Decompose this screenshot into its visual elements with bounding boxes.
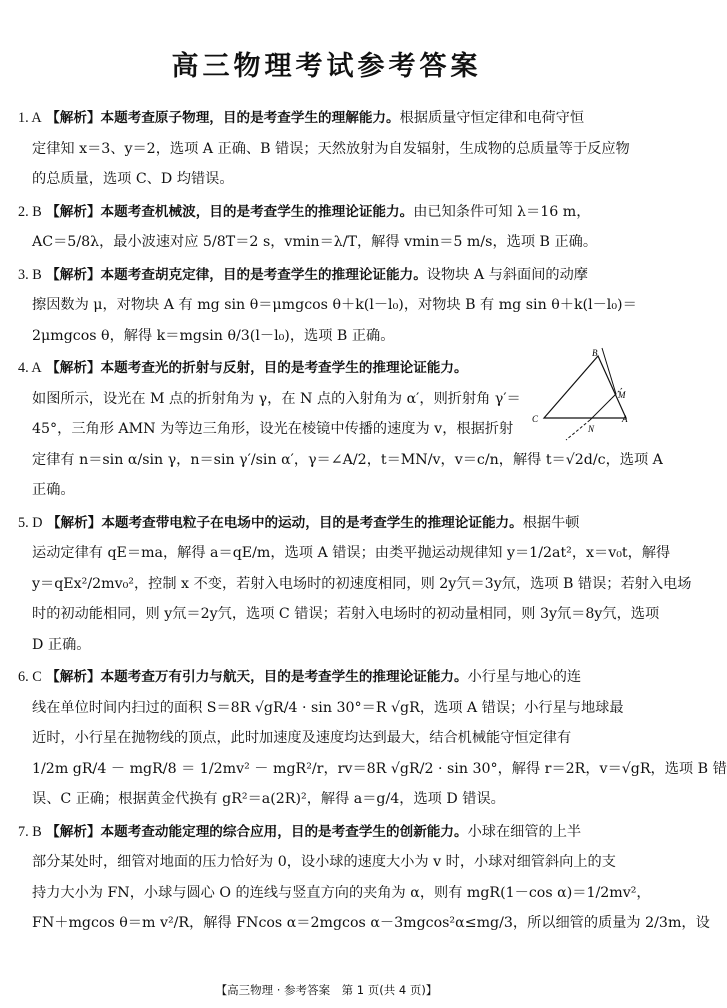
answer-3-head: 3. B (18, 266, 42, 283)
answer-6-line-1 (18, 662, 638, 693)
answer-5-line-4: 时的初动能相同，则 y氘＝2y氕，选项 C 错误；若射入电场时的初动量相同，则 3y氘＝8y氕，选项 (32, 606, 660, 622)
answer-5-line-1 (18, 508, 638, 539)
answer-1-line-3: 的总质量，选项 C、D 均错误。 (32, 171, 234, 187)
answer-2-text: 由已知条件可知 λ＝16 m， (413, 203, 591, 220)
refracted-ray (590, 394, 616, 420)
answer-6-aim: 本题考查万有引力与航天，目的是考查学生的推理论证能力。 (100, 669, 468, 685)
answer-4-aim: 本题考查光的折射与反射，目的是考查学生的推理论证能力。 (100, 360, 468, 376)
answer-1-head: 1. A (18, 110, 42, 126)
incident-ray (602, 348, 616, 394)
answer-item-6 (18, 662, 727, 815)
answer-5-line-2: 运动定律有 qE＝ma，解得 a＝qE/m，选项 A 错误；由类平抛运动规律知 y＝1/2at²，x＝v₀t，解得 (32, 545, 671, 561)
answer-7-line-4: FN＋mgcos θ＝m v²/R，解得 FNcos α＝2mgcos α－3mgcos²α≤mg/3，所以细管的质量为 2/3m，设 (32, 915, 710, 931)
answer-1-line-1 (18, 103, 638, 134)
answer-7-line-3: 持力大小为 FN，小球与圆心 O 的连线与竖直方向的夹角为 α，则有 mgR(1－cos α)＝1/2mv²， (32, 884, 651, 901)
answer-1-text: 根据质量守恒定律和电荷守恒 (399, 110, 585, 126)
answer-6-line-3: 近时，小行星在抛物线的顶点，此时加速度及速度均达到最大，结合机械能守恒定律有 (32, 730, 572, 746)
answer-4-tag: 【解析】 (46, 360, 101, 376)
page-title: 高三物理考试参考答案 (171, 51, 482, 82)
vertex-label-a: A (622, 414, 628, 424)
answer-item-1 (18, 103, 638, 195)
answer-3-line-1 (18, 260, 638, 291)
answer-6-line-5: 误、C 正确；根据黄金代换有 gR²＝a(2R)²，解得 a＝g/4，选项 D 错误。 (32, 791, 505, 807)
answer-6-text: 小行星与地心的连 (467, 669, 582, 685)
answer-1-tag: 【解析】 (46, 110, 101, 126)
prism-figure (530, 348, 632, 440)
answer-7-text: 小球在细管的上半 (467, 823, 582, 840)
answer-item-2 (18, 197, 638, 258)
answer-4-line-3: 45°，三角形 AMN 为等边三角形，设光在棱镜中传播的速度为 v，根据折射 (32, 421, 514, 437)
answer-item-7 (18, 817, 710, 939)
answer-7-aim: 本题考查动能定理的综合应用，目的是考查学生的创新能力。 (100, 823, 468, 840)
answer-4-line-4: 定律有 n＝sin α/sin γ，n＝sin γ′/sin α′，γ＝∠A/2，t＝MN/v，v＝c/n，解得 t＝√2d/c，选项 A (32, 451, 663, 468)
answer-2-tag: 【解析】 (46, 203, 101, 220)
answer-5-line-3: y＝qEx²/2mv₀²，控制 x 不变，若射入电场时的初速度相同，则 2y氕＝3y氘，选项 B 错误；若射入电场 (32, 575, 692, 592)
answer-2-line-1 (18, 197, 638, 228)
answer-5-text: 根据牛顿 (522, 514, 580, 531)
answer-5-tag: 【解析】 (46, 514, 102, 531)
answer-4-line-2: 如图所示，设光在 M 点的折射角为 γ，在 N 点的入射角为 α′，则折射角 γ′＝ (32, 390, 521, 407)
answer-2-head: 2. B (18, 203, 42, 220)
answer-4-line-5: 正确。 (32, 482, 75, 498)
page-footer: 【高三物理 · 参考答案 第 1 页(共 4 页)】 (215, 983, 438, 997)
answer-7-line-1 (18, 817, 638, 848)
answer-item-5 (18, 508, 692, 661)
answer-2-line-2: AC＝5/8λ，最小波速对应 5/8T＝2 s，vmin＝λ/T，解得 vmin＝5 m/s，选项 B 正确。 (32, 234, 598, 250)
answer-1-aim: 本题考查原子物理，目的是考查学生的理解能力。 (100, 110, 400, 126)
answer-item-3 (18, 260, 638, 352)
answer-body (18, 103, 727, 941)
answer-7-head: 7. B (18, 823, 42, 840)
vertex-label-b: B (592, 348, 598, 358)
answer-3-aim: 本题考查胡克定律，目的是考查学生的推理论证能力。 (100, 266, 427, 283)
answer-7-tag: 【解析】 (46, 823, 101, 840)
answer-5-head: 5. D (18, 514, 43, 531)
answer-6-line-2: 线在单位时间内扫过的面积 S＝8R √gR/4 · sin 30°＝R √gR，选项 A 错误；小行星与地球最 (32, 699, 624, 716)
vertex-label-c: C (532, 414, 539, 424)
exit-ray (566, 420, 590, 440)
answer-6-head: 6. C (18, 669, 42, 685)
answer-7-line-2: 部分某处时，细管对地面的压力恰好为 0，设小球的速度大小为 v 时，小球对细管斜向上的支 (32, 854, 616, 870)
answer-5-aim: 本题考查带电粒子在电场中的运动，目的是考查学生的推理论证能力。 (101, 514, 523, 531)
answer-3-text: 设物块 A 与斜面间的动摩 (426, 266, 588, 283)
answer-6-tag: 【解析】 (46, 669, 101, 685)
answer-3-line-2: 擦因数为 μ，对物块 A 有 mg sin θ＝μmgcos θ＋k(l－l₀)，对物块 B 有 mg sin θ＋k(l－l₀)＝ (32, 297, 637, 313)
answer-6-line-4: 1/2m gR/4 － mgR/8 ＝ 1/2mv² － mgR²/r，rv＝8R √gR/2 · sin 30°，解得 r＝2R，v＝√gR，选项 B 错 (32, 760, 727, 777)
answer-5-line-5: D 正确。 (32, 636, 91, 653)
answer-1-line-2: 定律知 x＝3、y＝2，选项 A 正确、B 错误；天然放射为自发辐射，生成物的总质量等于反应物 (32, 140, 630, 157)
answer-4-head: 4. A (18, 360, 42, 376)
point-label-m: M (618, 390, 626, 400)
point-label-n: N (588, 424, 595, 434)
answer-3-tag: 【解析】 (46, 266, 101, 283)
answer-2-aim: 本题考查机械波，目的是考查学生的推理论证能力。 (100, 203, 414, 220)
answer-3-line-3: 2μmgcos θ，解得 k＝mgsin θ/3(l－l₀)，选项 B 正确。 (32, 327, 395, 344)
